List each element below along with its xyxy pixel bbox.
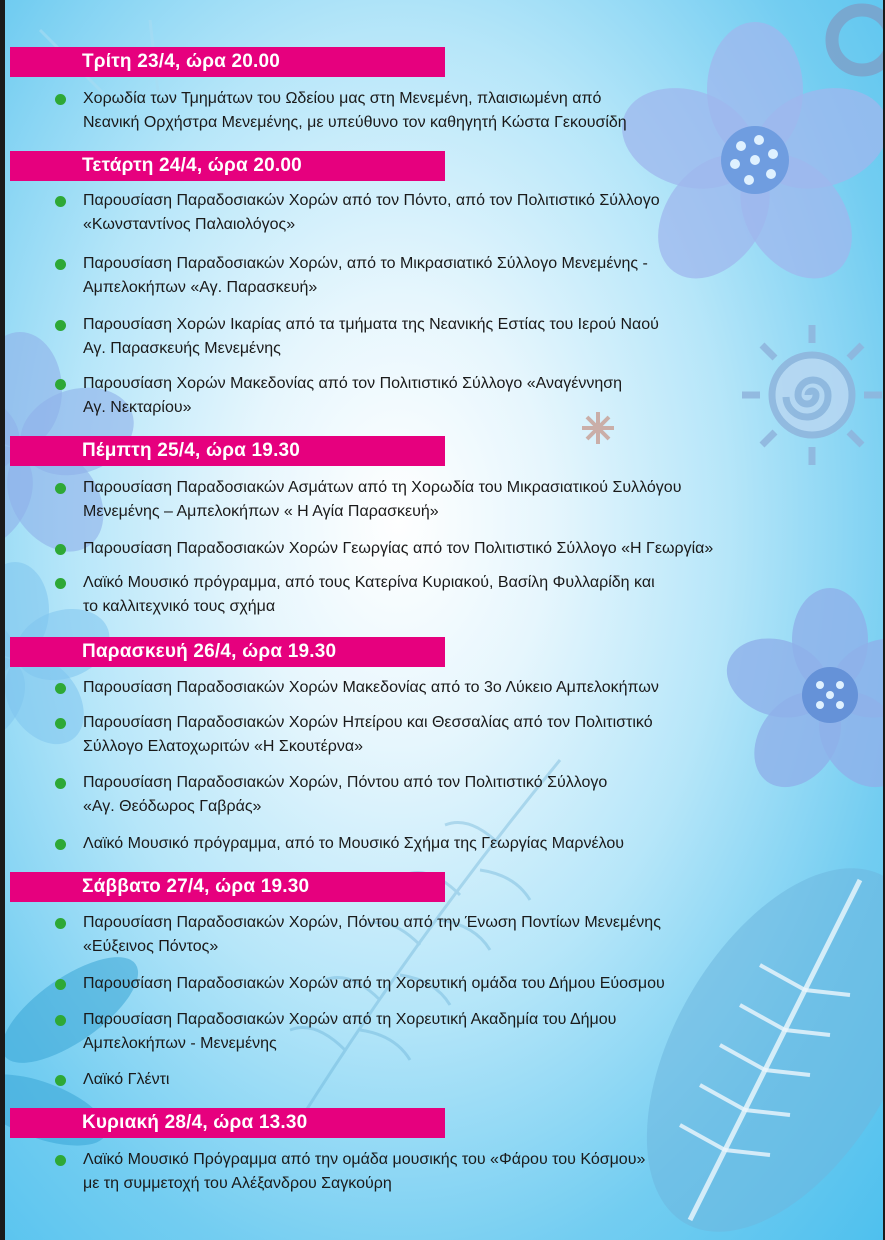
day-header-wednesday: Τετάρτη 24/4, ώρα 20.00 — [10, 151, 445, 181]
bullet-icon — [55, 979, 66, 990]
event-item: Λαϊκό Μουσικό πρόγραμμα, από το Μουσικό Σχήμα της Γεωργίας Μαρνέλου — [83, 832, 843, 856]
day-header-sunday: Κυριακή 28/4, ώρα 13.30 — [10, 1108, 445, 1138]
bullet-icon — [55, 1075, 66, 1086]
bullet-icon — [55, 718, 66, 729]
event-item: Παρουσίαση Παραδοσιακών Χορών Ηπείρου και Θεσσαλίας από τον Πολιτιστικό Σύλλογο Ελατοχωριτών «Η Σκουτέρνα» — [83, 711, 843, 759]
event-item: Λαϊκό Μουσικό Πρόγραμμα από την ομάδα μουσικής του «Φάρου του Κόσμου» με τη συμμετοχή του Αλέξανδρου Σαγκούρη — [83, 1148, 843, 1196]
bullet-icon — [55, 578, 66, 589]
day-header-saturday: Σάββατο 27/4, ώρα 19.30 — [10, 872, 445, 902]
bullet-icon — [55, 1015, 66, 1026]
event-item: Παρουσίαση Παραδοσιακών Χορών από τη Χορευτική Ακαδημία του Δήμου Αμπελοκήπων - Μενεμένης — [83, 1008, 843, 1056]
event-item: Παρουσίαση Χορών Ικαρίας από τα τμήματα της Νεανικής Εστίας του Ιερού Ναού Αγ. Παρασκευής Μενεμένης — [83, 313, 843, 361]
bullet-icon — [55, 379, 66, 390]
event-item: Παρουσίαση Παραδοσιακών Χορών, Πόντου από την Ένωση Ποντίων Μενεμένης «Εύξεινος Πόντος» — [83, 911, 843, 959]
event-item: Χορωδία των Τμημάτων του Ωδείου μας στη Μενεμένη, πλαισιωμένη από Νεανική Ορχήστρα Μενεμένης, με υπεύθυνο τον καθηγητή Κώστα Γεκουσίδη — [83, 87, 843, 135]
event-item: Παρουσίαση Παραδοσιακών Χορών, Πόντου από τον Πολιτιστικό Σύλλογο «Αγ. Θεόδωρος Γαβράς» — [83, 771, 843, 819]
left-border — [0, 0, 5, 1240]
day-header-thursday: Πέμπτη 25/4, ώρα 19.30 — [10, 436, 445, 466]
bullet-icon — [55, 683, 66, 694]
bullet-icon — [55, 544, 66, 555]
event-item: Παρουσίαση Παραδοσιακών Χορών Γεωργίας από τον Πολιτιστικό Σύλλογο «Η Γεωργία» — [83, 537, 843, 561]
event-item: Παρουσίαση Παραδοσιακών Χορών, από το Μικρασιατικό Σύλλογο Μενεμένης - Αμπελοκήπων «Αγ. Παρασκευή» — [83, 252, 843, 300]
bullet-icon — [55, 1155, 66, 1166]
event-item: Λαϊκό Γλέντι — [83, 1068, 843, 1092]
event-item: Παρουσίαση Παραδοσιακών Χορών από τον Πόντο, από τον Πολιτιστικό Σύλλογο «Κωνσταντίνος Παλαιολόγος» — [83, 189, 843, 237]
bullet-icon — [55, 778, 66, 789]
day-header-tuesday: Τρίτη 23/4, ώρα 20.00 — [10, 47, 445, 77]
event-item: Λαϊκό Μουσικό πρόγραμμα, από τους Κατερίνα Κυριακού, Βασίλη Φυλλαρίδη και το καλλιτεχνικό τους σχήμα — [83, 571, 843, 619]
bullet-icon — [55, 196, 66, 207]
bullet-icon — [55, 259, 66, 270]
event-item: Παρουσίαση Παραδοσιακών Χορών Μακεδονίας από το 3ο Λύκειο Αμπελοκήπων — [83, 676, 843, 700]
bullet-icon — [55, 483, 66, 494]
bullet-icon — [55, 320, 66, 331]
bullet-icon — [55, 94, 66, 105]
event-item: Παρουσίαση Χορών Μακεδονίας από τον Πολιτιστικό Σύλλογο «Αναγέννηση Αγ. Νεκταρίου» — [83, 372, 843, 420]
bullet-icon — [55, 918, 66, 929]
bullet-icon — [55, 839, 66, 850]
event-item: Παρουσίαση Παραδοσιακών Ασμάτων από τη Χορωδία του Μικρασιατικού Συλλόγου Μενεμένης – Αμπελοκήπων « Η Αγία Παρασκευή» — [83, 476, 843, 524]
day-header-friday: Παρασκευή 26/4, ώρα 19.30 — [10, 637, 445, 667]
event-item: Παρουσίαση Παραδοσιακών Χορών από τη Χορευτική ομάδα του Δήμου Εύοσμου — [83, 972, 843, 996]
